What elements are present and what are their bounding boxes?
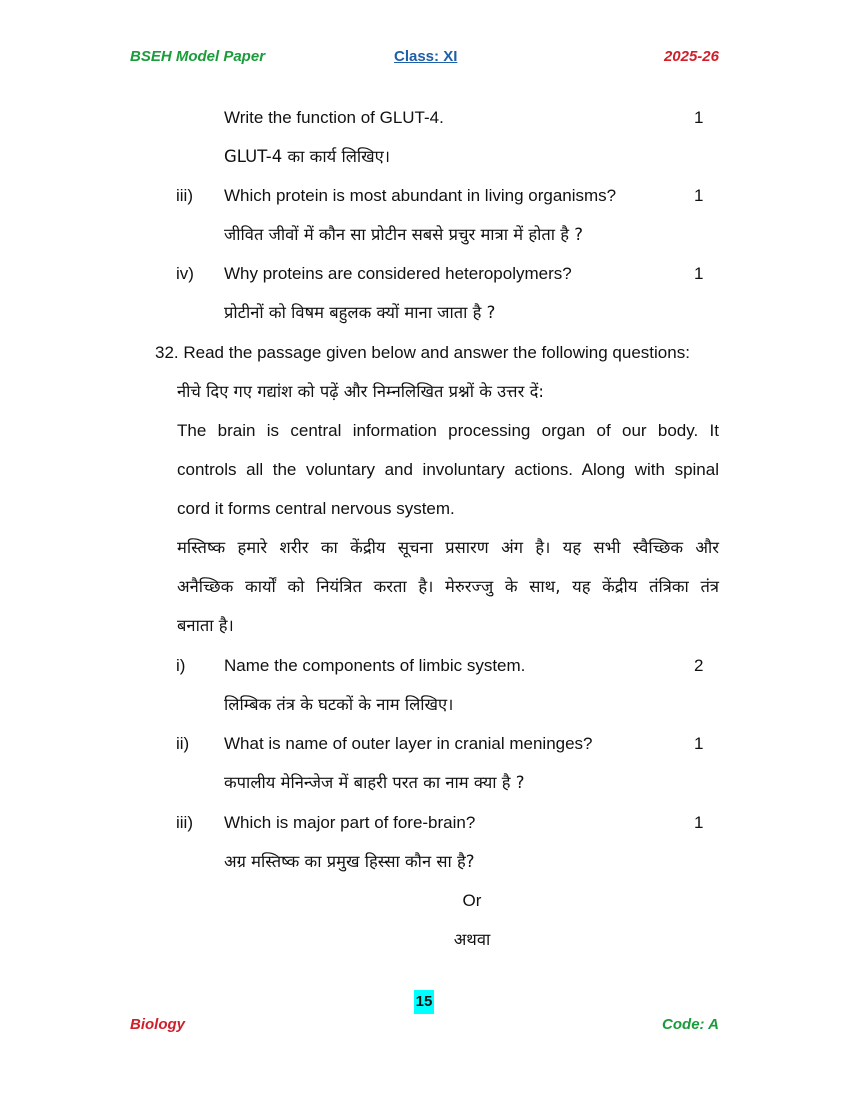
passage-en-line: The brain is central information processing organ of our body. It bbox=[177, 421, 719, 440]
q32-ii-question-en: What is name of outer layer in cranial meninges? bbox=[224, 734, 593, 753]
q31-iv-question-hi: प्रोटीनों को विषम बहुलक क्यों माना जाता है ? bbox=[224, 303, 496, 322]
q32-ii-question-hi: कपालीय मेनिन्जेज में बाहरी परत का नाम क्या है ? bbox=[224, 773, 525, 792]
footer-subject: Biology bbox=[130, 1016, 185, 1033]
header-session: 2025-26 bbox=[663, 48, 719, 65]
or-separator-en: Or bbox=[462, 891, 482, 910]
passage-hi-line: मस्तिष्क हमारे शरीर का केंद्रीय सूचना प्रसारण अंग है। यह सभी स्वैच्छिक और bbox=[177, 538, 719, 557]
q32-i-marks: 2 bbox=[694, 656, 704, 675]
passage-hi-line: बनाता है। bbox=[177, 616, 234, 635]
q31-ii-question-hi: GLUT-4 का कार्य लिखिए। bbox=[224, 147, 391, 166]
q32-iii-question-hi: अग्र मस्तिष्क का प्रमुख हिस्सा कौन सा है? bbox=[224, 852, 475, 871]
q31-ii-question-en: Write the function of GLUT-4. bbox=[224, 108, 444, 127]
q32-ii-number: ii) bbox=[176, 734, 190, 753]
footer-code: Code: A bbox=[662, 1016, 719, 1033]
header-class: Class: XI bbox=[394, 48, 458, 65]
passage-hi-line: अनैच्छिक कार्यों को नियंत्रित करता है। मेरुरज्जु के साथ, यह केंद्रीय तंत्रिका तंत्र bbox=[177, 577, 719, 596]
q32-i-question-en: Name the components of limbic system. bbox=[224, 656, 526, 675]
q31-iii-number: iii) bbox=[176, 186, 193, 205]
q32-i-question-hi: लिम्बिक तंत्र के घटकों के नाम लिखिए। bbox=[224, 695, 454, 714]
q31-iv-number: iv) bbox=[176, 264, 194, 283]
q32-title-en: 32. Read the passage given below and answer the following questions: bbox=[155, 343, 690, 362]
passage-en-line: controls all the voluntary and involuntary actions. Along with spinal bbox=[177, 460, 719, 479]
page-number: 15 bbox=[414, 990, 434, 1014]
q31-iii-question-en: Which protein is most abundant in living organisms? bbox=[224, 186, 617, 205]
q32-title-hi: नीचे दिए गए गद्यांश को पढ़ें और निम्नलिखित प्रश्नों के उत्तर दें: bbox=[177, 382, 544, 401]
q31-iii-marks: 1 bbox=[694, 186, 704, 205]
q31-ii-marks: 1 bbox=[694, 108, 704, 127]
q32-iii-question-en: Which is major part of fore-brain? bbox=[224, 813, 476, 832]
q31-iii-question-hi: जीवित जीवों में कौन सा प्रोटीन सबसे प्रचुर मात्रा में होता है ? bbox=[224, 225, 584, 244]
q32-i-number: i) bbox=[176, 656, 186, 675]
passage-en-line: cord it forms central nervous system. bbox=[177, 499, 455, 518]
q32-ii-marks: 1 bbox=[694, 734, 704, 753]
q32-iii-marks: 1 bbox=[694, 813, 704, 832]
header-paper-title: BSEH Model Paper bbox=[130, 48, 266, 65]
q32-iii-number: iii) bbox=[176, 813, 193, 832]
or-separator-hi: अथवा bbox=[453, 930, 491, 949]
q31-iv-marks: 1 bbox=[694, 264, 704, 283]
q31-iv-question-en: Why proteins are considered heteropolymers? bbox=[224, 264, 572, 283]
